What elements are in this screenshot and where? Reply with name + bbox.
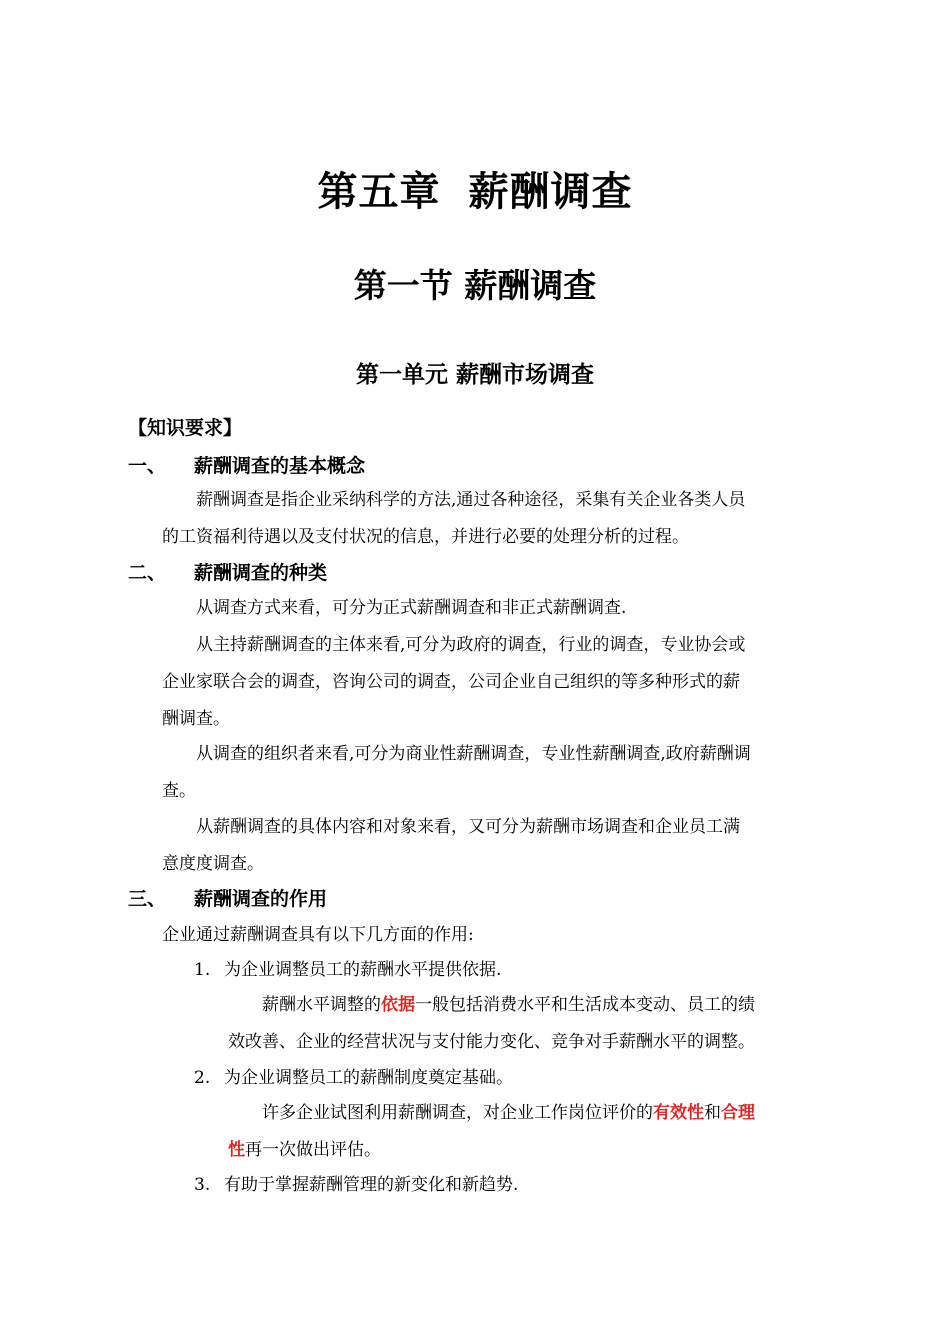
unit-title: 第一单元 薪酬市场调查 <box>355 362 594 388</box>
paragraph-by-organizer <box>162 736 826 810</box>
heading-number: 一、 <box>128 455 167 477</box>
paragraph-line: 酬调查。 <box>162 709 230 729</box>
detail-text: 薪酬水平调整的 <box>262 995 381 1015</box>
heading-survey-functions <box>128 884 327 914</box>
section-title: 第一节 薪酬调查 <box>353 266 597 305</box>
list-text: 有助于掌握薪酬管理的新变化和新趋势. <box>224 1175 519 1195</box>
paragraph-by-sponsor <box>162 627 826 738</box>
heading-text: 薪酬调查的作用 <box>194 888 328 910</box>
detail-line <box>228 1132 826 1169</box>
list-text: 为企业调整员工的薪酬水平提供依据. <box>224 960 502 980</box>
heading-survey-types <box>128 558 327 588</box>
list-text: 为企业调整员工的薪酬制度奠定基础。 <box>224 1068 513 1088</box>
paragraph-line: 企业家联合会的调查，咨询公司的调查，公司企业自己组织的等多种形式的薪 <box>162 672 740 692</box>
paragraph-line: 从薪酬调查的具体内容和对象来看，又可分为薪酬市场调查和企业员工满 <box>196 817 740 837</box>
paragraph-intro <box>162 917 826 954</box>
heading-text: 薪酬调查的基本概念 <box>194 455 366 477</box>
paragraph-line: 薪酬调查是指企业采纳科学的方法,通过各种途径，采集有关企业各类人员 <box>196 490 746 510</box>
detail-text: 许多企业试图利用薪酬调查，对企业工作岗位评价的 <box>262 1103 653 1123</box>
paragraph-line: 从调查的组织者来看,可分为商业性薪酬调查，专业性薪酬调查,政府薪酬调 <box>196 744 751 764</box>
knowledge-requirements-label: 【知识要求】 <box>128 417 243 439</box>
detail-text: 再一次做出评估。 <box>245 1140 381 1160</box>
paragraph-definition <box>162 482 826 556</box>
detail-line: 效改善、企业的经营状况与支付能力变化、竞争对手薪酬水平的调整。 <box>228 1032 755 1052</box>
list-item-2-detail <box>228 1095 826 1169</box>
chapter-title <box>0 160 950 217</box>
list-number: 1. <box>194 960 211 980</box>
heading-basic-concept <box>128 451 365 481</box>
paragraph-line: 企业通过薪酬调查具有以下几方面的作用: <box>162 925 474 945</box>
paragraph-by-method <box>162 590 826 627</box>
paragraph-line: 从调查方式来看，可分为正式薪酬调查和非正式薪酬调查. <box>196 598 627 618</box>
paragraph-by-content <box>162 809 826 883</box>
heading-number: 二、 <box>128 562 167 584</box>
list-item-1 <box>194 955 501 985</box>
list-item-2 <box>194 1063 513 1093</box>
paragraph-line: 的工资福利待遇以及支付状况的信息，并进行必要的处理分析的过程。 <box>162 527 689 547</box>
detail-line <box>228 1095 826 1132</box>
detail-line <box>228 987 826 1024</box>
paragraph-line: 从主持薪酬调查的主体来看,可分为政府的调查，行业的调查，专业协会或 <box>196 635 746 655</box>
emphasis-rationality: 合理 <box>721 1103 755 1123</box>
heading-number: 三、 <box>128 888 167 910</box>
heading-text: 薪酬调查的种类 <box>194 562 328 584</box>
detail-text: 和 <box>704 1103 721 1123</box>
list-item-3 <box>194 1170 518 1200</box>
detail-text: 一般包括消费水平和生活成本变动、员工的绩 <box>415 995 755 1015</box>
emphasis-validity: 有效性 <box>653 1103 704 1123</box>
paragraph-line: 意度度调查。 <box>162 854 264 874</box>
emphasis-rationality-end: 性 <box>228 1140 245 1160</box>
paragraph-line: 查。 <box>162 781 196 801</box>
chapter-number: 第五章 <box>317 169 441 215</box>
chapter-name: 薪酬调查 <box>468 169 633 215</box>
emphasis-basis: 依据 <box>381 995 415 1015</box>
list-number: 2. <box>194 1068 211 1088</box>
list-number: 3. <box>194 1175 211 1195</box>
list-item-1-detail <box>228 987 826 1061</box>
